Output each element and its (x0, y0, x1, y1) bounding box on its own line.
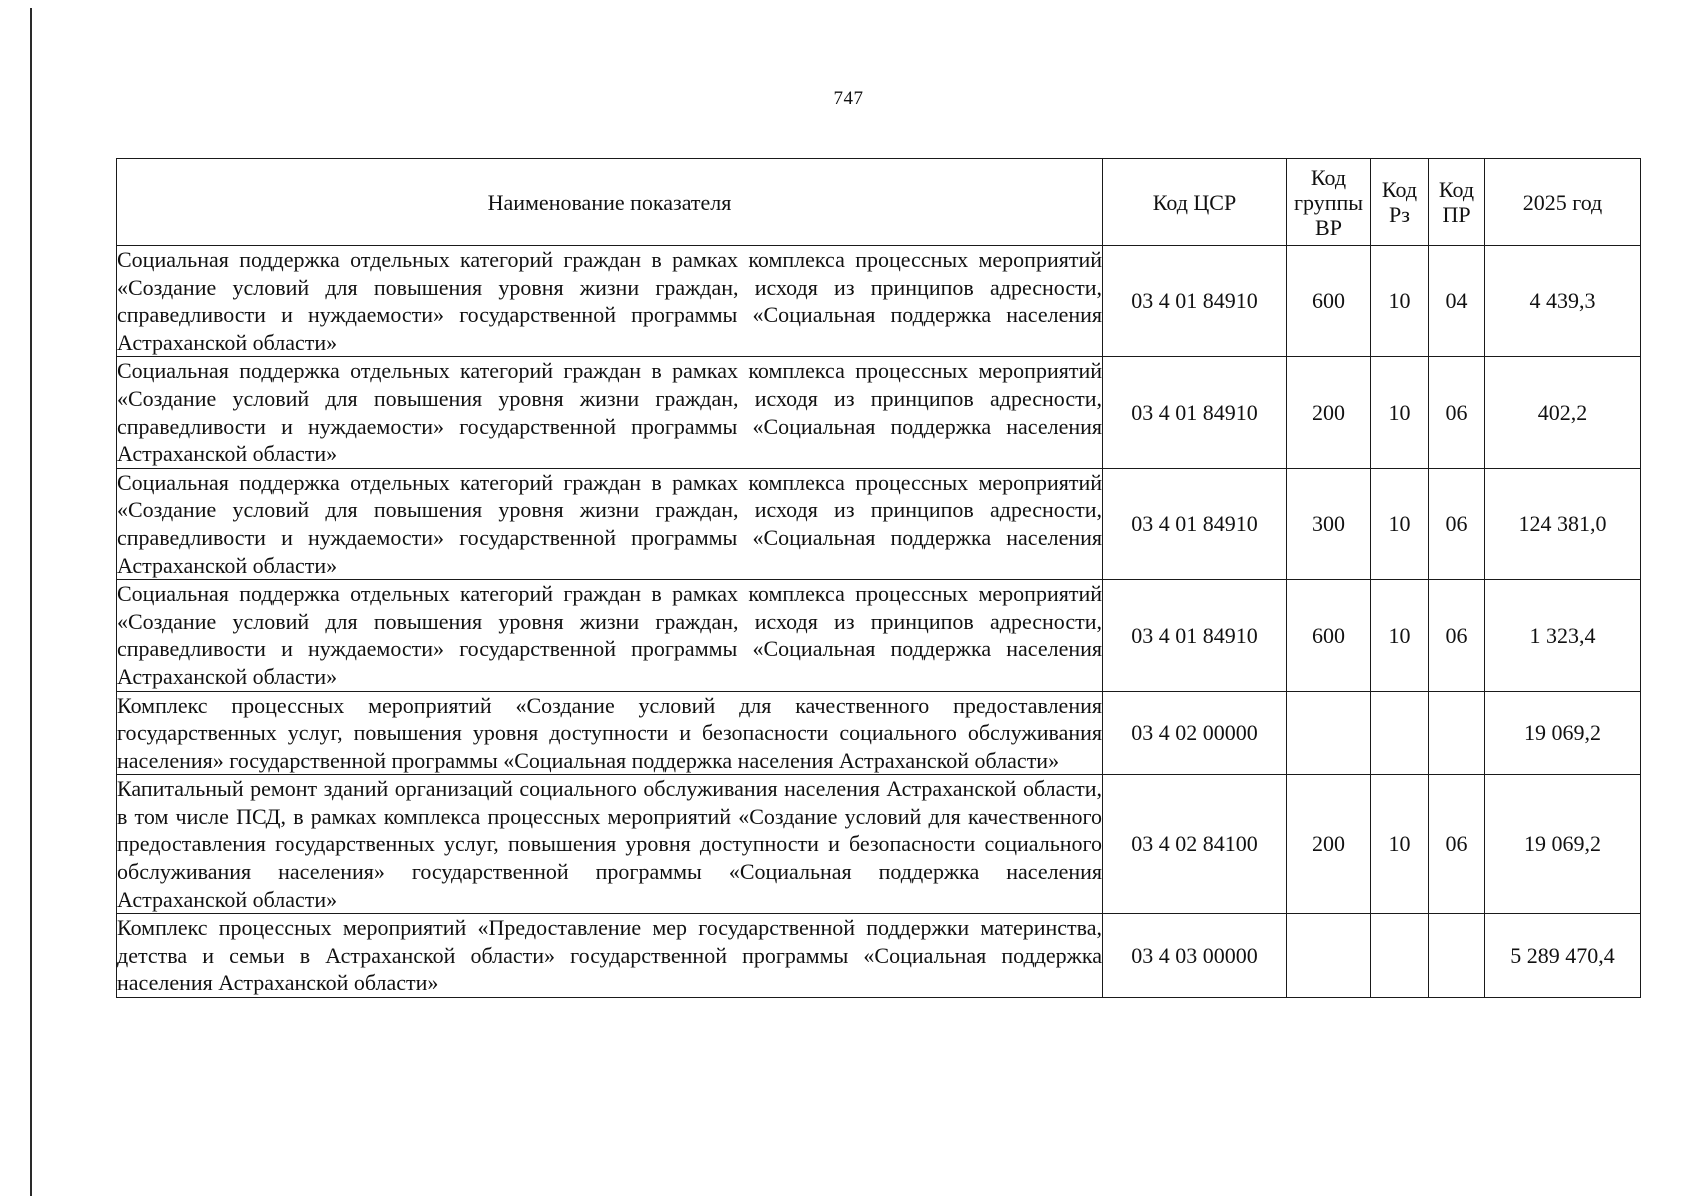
cell-amount-2025: 19 069,2 (1485, 691, 1641, 775)
cell-amount-2025: 5 289 470,4 (1485, 914, 1641, 998)
binding-margin-line (30, 8, 32, 1196)
cell-csr-code: 03 4 01 84910 (1103, 246, 1287, 357)
cell-vr-code: 200 (1287, 357, 1371, 468)
cell-csr-code: 03 4 03 00000 (1103, 914, 1287, 998)
header-row (117, 159, 1641, 246)
cell-pr-code: 06 (1429, 468, 1485, 579)
cell-pr-code: 04 (1429, 246, 1485, 357)
cell-vr-code: 600 (1287, 246, 1371, 357)
cell-indicator-name: Комплекс процессных мероприятий «Создание условий для качественного предоставления государственных услуг, повышения уровня доступности и безопасности социального обслуживания населения» государственной программы «Социальная поддержка населения Астраханской области» (117, 691, 1103, 775)
cell-vr-code: 600 (1287, 580, 1371, 691)
cell-vr-code: 200 (1287, 775, 1371, 914)
cell-amount-2025: 402,2 (1485, 357, 1641, 468)
header-csr-code: Код ЦСР (1103, 159, 1287, 246)
header-vr-group-code: Код группы ВР (1287, 159, 1371, 246)
cell-rz-code: 10 (1371, 580, 1429, 691)
table-row (117, 246, 1641, 357)
cell-csr-code: 03 4 01 84910 (1103, 468, 1287, 579)
cell-rz-code (1371, 914, 1429, 998)
header-rz-code: Код Рз (1371, 159, 1429, 246)
cell-csr-code: 03 4 01 84910 (1103, 357, 1287, 468)
header-indicator-name: Наименование показателя (117, 159, 1103, 246)
cell-amount-2025: 4 439,3 (1485, 246, 1641, 357)
header-year-2025: 2025 год (1485, 159, 1641, 246)
table-header (117, 159, 1641, 246)
cell-rz-code: 10 (1371, 246, 1429, 357)
cell-pr-code (1429, 691, 1485, 775)
header-pr-code: Код ПР (1429, 159, 1485, 246)
cell-indicator-name: Комплекс процессных мероприятий «Предоставление мер государственной поддержки материнства, детства и семьи в Астраханской области» государственной программы «Социальная поддержка населения Астраханской области» (117, 914, 1103, 998)
table-row (117, 357, 1641, 468)
cell-rz-code (1371, 691, 1429, 775)
cell-pr-code: 06 (1429, 775, 1485, 914)
cell-indicator-name: Социальная поддержка отдельных категорий граждан в рамках комплекса процессных мероприятий «Создание условий для повышения уровня жизни граждан, исходя из принципов адресности, справедливости и нуждаемости» государственной программы «Социальная поддержка населения Астраханской области» (117, 246, 1103, 357)
cell-amount-2025: 1 323,4 (1485, 580, 1641, 691)
cell-vr-code: 300 (1287, 468, 1371, 579)
table-row (117, 468, 1641, 579)
cell-rz-code: 10 (1371, 775, 1429, 914)
table-body (117, 246, 1641, 998)
cell-indicator-name: Социальная поддержка отдельных категорий граждан в рамках комплекса процессных мероприятий «Создание условий для повышения уровня жизни граждан, исходя из принципов адресности, справедливости и нуждаемости» государственной программы «Социальная поддержка населения Астраханской области» (117, 357, 1103, 468)
cell-pr-code (1429, 914, 1485, 998)
cell-csr-code: 03 4 02 84100 (1103, 775, 1287, 914)
table-row (117, 775, 1641, 914)
cell-pr-code: 06 (1429, 357, 1485, 468)
table-row (117, 914, 1641, 998)
table-row (117, 580, 1641, 691)
cell-csr-code: 03 4 01 84910 (1103, 580, 1287, 691)
cell-vr-code (1287, 691, 1371, 775)
budget-table (116, 158, 1641, 998)
cell-rz-code: 10 (1371, 357, 1429, 468)
cell-amount-2025: 19 069,2 (1485, 775, 1641, 914)
cell-rz-code: 10 (1371, 468, 1429, 579)
cell-indicator-name: Капитальный ремонт зданий организаций социального обслуживания населения Астраханской области, в том числе ПСД, в рамках комплекса процессных мероприятий «Создание условий для качественного предоставления государственных услуг, повышения уровня доступности и безопасности социального обслуживания населения» государственной программы «Социальная поддержка населения Астраханской области» (117, 775, 1103, 914)
cell-csr-code: 03 4 02 00000 (1103, 691, 1287, 775)
table-row (117, 691, 1641, 775)
cell-indicator-name: Социальная поддержка отдельных категорий граждан в рамках комплекса процессных мероприятий «Создание условий для повышения уровня жизни граждан, исходя из принципов адресности, справедливости и нуждаемости» государственной программы «Социальная поддержка населения Астраханской области» (117, 580, 1103, 691)
cell-amount-2025: 124 381,0 (1485, 468, 1641, 579)
page-number: 747 (833, 88, 864, 109)
cell-pr-code: 06 (1429, 580, 1485, 691)
cell-vr-code (1287, 914, 1371, 998)
cell-indicator-name: Социальная поддержка отдельных категорий граждан в рамках комплекса процессных мероприятий «Создание условий для повышения уровня жизни граждан, исходя из принципов адресности, справедливости и нуждаемости» государственной программы «Социальная поддержка населения Астраханской области» (117, 468, 1103, 579)
